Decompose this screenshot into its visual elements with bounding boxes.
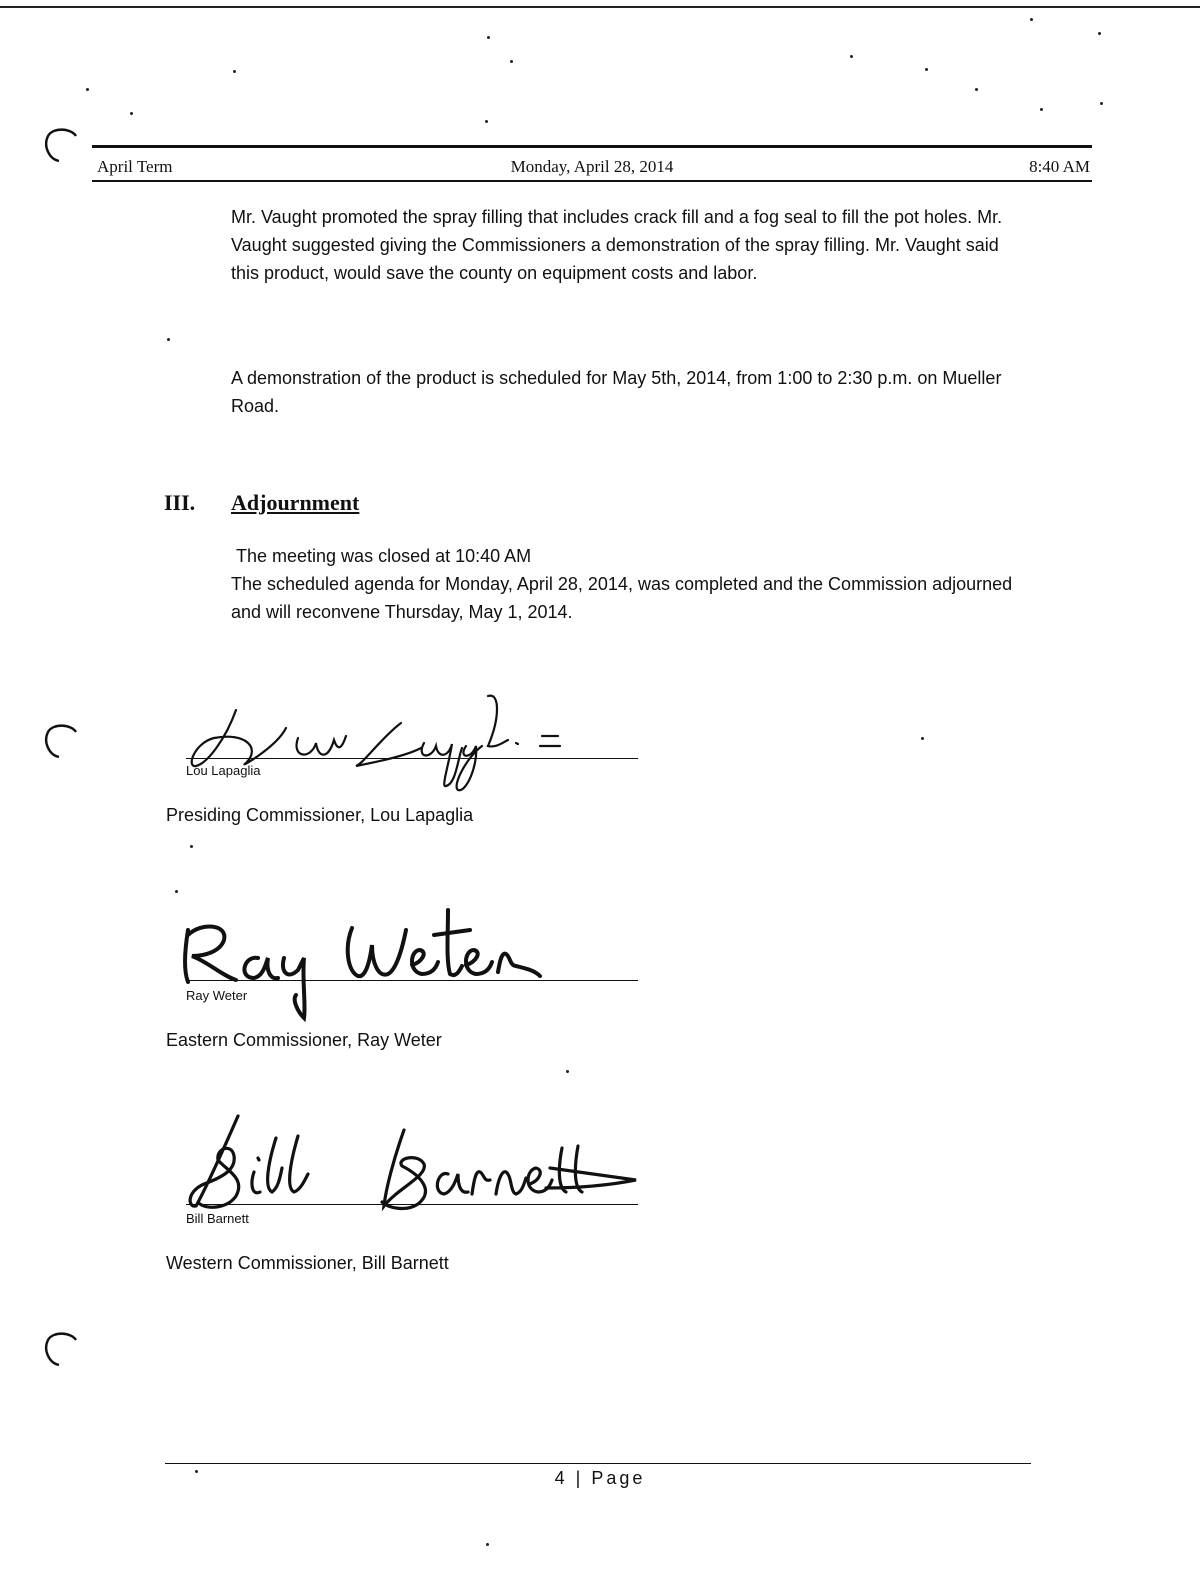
binder-hole-icon: [43, 722, 81, 760]
section-number: III.: [164, 490, 196, 515]
scan-speck: [233, 70, 236, 73]
scan-speck: [86, 88, 89, 91]
scan-speck: [510, 60, 513, 63]
commissioner-title-eastern: Eastern Commissioner, Ray Weter: [166, 1030, 442, 1050]
adjournment-text: [231, 542, 1031, 626]
scan-speck: [975, 88, 978, 91]
commissioner-title-western: Western Commissioner, Bill Barnett: [166, 1253, 449, 1273]
scan-speck: [487, 36, 490, 39]
scan-speck: [921, 737, 924, 740]
binder-hole-icon: [43, 126, 81, 164]
scan-speck: [167, 338, 170, 341]
commissioner-title-presiding: Presiding Commissioner, Lou Lapaglia: [166, 805, 474, 825]
scan-speck: [130, 112, 133, 115]
scan-speck: [1040, 108, 1043, 111]
signature-lapaglia: [166, 688, 646, 803]
header-rule-bottom: [92, 180, 1092, 182]
scan-speck: [485, 120, 488, 123]
scan-speck: [566, 1070, 569, 1073]
signature-weter: [166, 900, 646, 1025]
scan-speck: [486, 1543, 489, 1546]
paragraph-text: Mr. Vaught promoted the spray filling that includes crack fill and a fog seal to fill the pot holes. Mr. Vaught suggested giving the Commissioners a demonstration of the spray filling. Mr. Vaught said this product, would save the county on equipment costs and labor.: [231, 207, 1003, 283]
scan-speck: [1100, 102, 1103, 105]
adjournment-line-2: The scheduled agenda for Monday, April 28, 2014, was completed and the Commission adjourned and will reconvene Thursday, May 1, 2014.: [231, 574, 1013, 622]
scan-speck: [850, 55, 853, 58]
scan-speck: [190, 845, 193, 848]
header-rule-top: [92, 145, 1092, 148]
footer-rule: [165, 1463, 1031, 1464]
signature-block-barnett: [166, 1108, 646, 1226]
paragraph-text: A demonstration of the product is scheduled for May 5th, 2014, from 1:00 to 2:30 p.m. on Mueller Road.: [231, 368, 1002, 416]
scan-speck: [1098, 32, 1101, 35]
signature-line: [186, 758, 638, 759]
scan-speck: [1030, 18, 1033, 21]
signature-line: [186, 980, 638, 981]
page-top-edge: [0, 6, 1200, 8]
page-number: 4 | Page: [554, 1468, 646, 1488]
signature-printed-name: Ray Weter: [186, 988, 248, 1003]
header-term: April Term: [97, 157, 173, 176]
header-date: Monday, April 28, 2014: [510, 157, 674, 176]
signature-printed-name: Lou Lapaglia: [186, 763, 261, 778]
scan-speck: [175, 890, 178, 893]
section-title: Adjournment: [231, 490, 360, 515]
page-header: [92, 145, 1092, 183]
signature-line: [186, 1204, 638, 1205]
signature-block-weter: [166, 900, 646, 1003]
signature-barnett: [166, 1108, 646, 1223]
signature-printed-name: Bill Barnett: [186, 1211, 249, 1226]
adjournment-line-1: The meeting was closed at 10:40 AM: [236, 546, 532, 566]
scan-speck: [925, 68, 928, 71]
paragraph-vaught: [231, 203, 1031, 287]
signature-block-lapaglia: [166, 688, 646, 778]
binder-hole-icon: [43, 1330, 81, 1368]
header-time: 8:40 AM: [1029, 157, 1090, 176]
paragraph-demonstration: [231, 364, 1031, 420]
